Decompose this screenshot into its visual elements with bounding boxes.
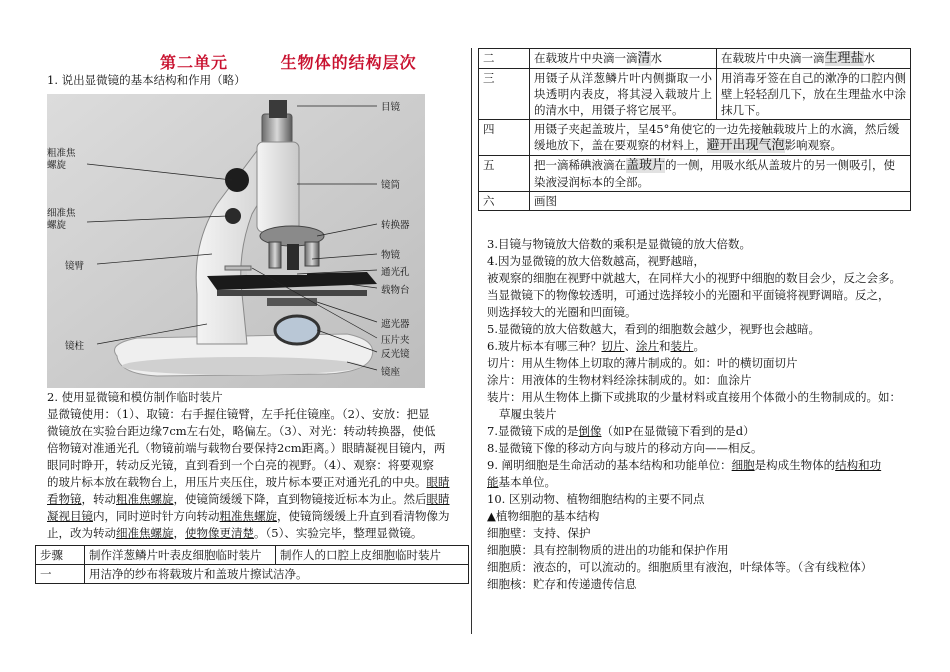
label-aperture: 通光孔 — [381, 267, 410, 278]
label-fine-focus: 细准焦螺旋 — [47, 208, 76, 231]
table-cell: 六 — [479, 192, 530, 211]
para: 被观察的细胞在视野中就越大，在同样大小的视野中细胞的数目会少，反之会多。 — [487, 271, 901, 285]
text: 6.玻片标本有哪三种？ — [487, 339, 602, 353]
underlined: 装片 — [670, 339, 694, 353]
para: 3.目镜与物镜放大倍数的乘积是显微镜的放大倍数。 — [487, 237, 751, 251]
text: （如P在显微镜下看到的是d） — [601, 424, 755, 438]
text: 9. 阐明细胞是生命活动的基本结构和功能单位： — [487, 458, 732, 472]
label-arm: 镜臂 — [65, 261, 85, 272]
q2-line — [47, 474, 467, 491]
column-divider — [471, 48, 472, 634]
table-cell: 画图 — [530, 192, 911, 211]
cell-highlight: 生理盐 — [824, 51, 864, 66]
q2-text: ，转动 — [81, 492, 116, 506]
cell-text: 水 — [863, 51, 876, 65]
q2-underlined: 看物镜 — [47, 492, 82, 506]
q2-text: ，使镜筒缓缓上升直到看清物像为 — [277, 509, 450, 523]
table-cell: 制作人的口腔上皮细胞临时装片 — [276, 546, 469, 565]
q2-underlined: 眼睛 — [426, 492, 450, 506]
table-cell — [530, 120, 911, 156]
question-1: 1. 说出显微镜的基本结构和作用（略） — [47, 73, 246, 87]
cell-highlight: 盖玻片 — [626, 158, 666, 173]
para: 8.显微镜下像的移动方向与玻片的移动方向——相反。 — [487, 441, 763, 455]
cell-text: 的一侧，用吸水纸从盖玻片的另一侧吸引，使染液浸润标本的全部。 — [534, 158, 896, 189]
q2-text: ， — [173, 526, 185, 540]
cell-text: 用镊子夹起盖玻片，呈45°角使它的一边先接触载玻片上的水滴，然后缓缓地放下，盖在要观察的材料上， — [534, 122, 900, 152]
microscope-photo — [47, 94, 425, 388]
question-2-body — [47, 406, 467, 542]
table-cell: 二 — [479, 49, 530, 69]
text: 基本单位。 — [498, 475, 556, 489]
cell-text: 影响观察。 — [784, 138, 843, 152]
q2-text: 的玻片标本放在载物台上，用压片夹压住，玻片标本要正对通光孔的中央。 — [47, 475, 427, 489]
label-stage: 载物台 — [381, 285, 410, 296]
q2-underlined: 使物像更清楚 — [185, 526, 254, 540]
table-row — [479, 69, 911, 120]
q2-underlined: 粗准焦螺旋 — [116, 492, 174, 506]
question-2-heading: 2. 使用显微镜和模仿制作临时装片 — [47, 390, 223, 404]
q2-underlined: 凝视目镜 — [47, 509, 93, 523]
table-cell — [530, 156, 911, 192]
text: 和 — [658, 339, 671, 353]
table-row — [36, 565, 469, 584]
para: 则选择较大的光圈和凹面镜。 — [487, 305, 637, 319]
label-coarse-focus: 粗准焦螺旋 — [47, 148, 76, 171]
underlined: 倒像 — [578, 424, 602, 438]
q2-underlined: 细准焦螺旋 — [116, 526, 174, 540]
table-row — [479, 49, 911, 69]
table-cell: 四 — [479, 120, 530, 156]
para: 10. 区别动物、植物细胞结构的主要不同点 — [487, 492, 705, 506]
para: 细胞膜：具有控制物质的进出的功能和保护作用 — [487, 543, 729, 557]
label-mirror: 反光镜 — [381, 349, 410, 360]
steps-table-right — [478, 48, 911, 211]
q2-text: 。（5）、实验完毕，整理显微镜。 — [254, 526, 423, 540]
para: 涂片：用液体的生物材料经涂抹制成的。如：血涂片 — [487, 373, 752, 387]
para: 草履虫装片 — [499, 407, 557, 421]
cell-highlight: 清 — [637, 51, 651, 66]
para: 切片：用从生物体上切取的薄片制成的。如：叶的横切面切片 — [487, 356, 798, 370]
para: 当显微镜下的物像较透明，可通过选择较小的光圈和平面镜将视野调暗。反之， — [487, 288, 890, 302]
cell-highlight: 避开出现气泡 — [706, 138, 785, 153]
para: 5.显微镜的放大倍数越大，看到的细胞数会越少，视野也会越暗。 — [487, 322, 820, 336]
label-stage-clip: 压片夹 — [381, 335, 410, 346]
q2-text: ，使镜筒缓缓下降，直到物镜接近标本为止。然后 — [173, 492, 427, 506]
table-cell: 步骤 — [36, 546, 85, 565]
para: 4.因为显微镜的放大倍数越高，视野越暗， — [487, 254, 705, 268]
label-eyepiece: 目镜 — [381, 102, 401, 113]
text: 、 — [624, 339, 636, 353]
label-base: 镜座 — [381, 367, 401, 378]
table-cell: 用镊子从洋葱鳞片叶内侧撕取一小块透明内表皮，将其浸入载玻片上的清水中，用镊子将它展平。 — [530, 69, 717, 120]
para — [487, 338, 927, 355]
table-row — [479, 192, 911, 211]
table-cell: 用消毒牙签在自己的漱净的口腔内侧壁上轻轻刮几下，放在生理盐水中涂抹几下。 — [717, 69, 911, 120]
para: 细胞壁：支持、保护 — [487, 526, 591, 540]
underlined: 细胞 — [731, 458, 755, 472]
q2-text: 止，改为转动 — [47, 526, 116, 540]
q2-underlined: 粗准焦螺旋 — [219, 509, 277, 523]
underlined: 结构和功 — [835, 458, 882, 472]
q2-line — [47, 491, 467, 508]
para — [487, 423, 927, 440]
label-nosepiece: 转换器 — [381, 220, 410, 231]
table-cell — [530, 49, 717, 69]
underlined: 涂片 — [635, 339, 659, 353]
label-tube: 镜筒 — [381, 180, 401, 191]
right-column-text — [487, 236, 927, 593]
label-objective: 物镜 — [381, 250, 401, 261]
underlined: 能 — [487, 475, 499, 489]
table-cell: 一 — [36, 565, 85, 584]
q2-underlined: 眼睛 — [426, 475, 450, 489]
table-cell — [717, 49, 911, 69]
table-cell: 三 — [479, 69, 530, 120]
para — [487, 474, 927, 491]
cell-text: 在载玻片中央滴一滴 — [534, 51, 638, 65]
cell-text: 在载玻片中央滴一滴 — [721, 51, 825, 65]
table-cell: 用洁净的纱布将载玻片和盖玻片擦试洁净。 — [85, 565, 469, 584]
q2-line — [47, 508, 467, 525]
label-diaphragm: 遮光器 — [381, 319, 410, 330]
para — [487, 457, 927, 474]
underlined: 切片 — [601, 339, 625, 353]
table-row — [479, 156, 911, 192]
para: ▲植物细胞的基本结构 — [487, 509, 600, 523]
table-cell: 五 — [479, 156, 530, 192]
q2-line — [47, 525, 467, 542]
table-row — [479, 120, 911, 156]
text: 。 — [693, 339, 705, 353]
page-title: 第二单元 生物体的结构层次 — [160, 53, 417, 72]
text: 是构成生物体的 — [754, 458, 836, 472]
table-row — [36, 546, 469, 565]
steps-table-left — [35, 545, 469, 584]
para: 装片：用从生物体上撕下或挑取的少量材料或直接用个体微小的生物制成的。如： — [487, 390, 901, 404]
label-pillar: 镜柱 — [65, 341, 85, 352]
text: 7.显微镜下成的是 — [487, 424, 579, 438]
q2-text: 内，同时逆时针方向转动 — [93, 509, 220, 523]
para: 细胞质：液态的，可以流动的。细胞质里有液泡，叶绿体等。（含有线粒体） — [487, 560, 873, 574]
para: 细胞核：贮存和传递遗传信息 — [487, 577, 637, 591]
cell-text: 把一滴稀碘液滴在 — [534, 158, 626, 172]
cell-text: 水 — [650, 51, 663, 65]
table-cell: 制作洋葱鳞片叶表皮细胞临时装片 — [85, 546, 276, 565]
q2-line: 微镜放在实验台距边缘7cm左右处，略偏左。（3）、对光：转动转换器，使低 — [47, 424, 436, 438]
q2-line: 倍物镜对准通光孔（物镜前端与载物台要保持2cm距离。）眼睛凝视目镜内，两 — [47, 441, 446, 455]
q2-line: 眼同时睁开，转动反光镜，直到看到一个白亮的视野。（4）、观察：将要观察 — [47, 458, 434, 472]
q2-line: 显微镜使用：（1）、取镜：右手握住镜臂，左手托住镜座。（2）、安放：把显 — [47, 407, 430, 421]
